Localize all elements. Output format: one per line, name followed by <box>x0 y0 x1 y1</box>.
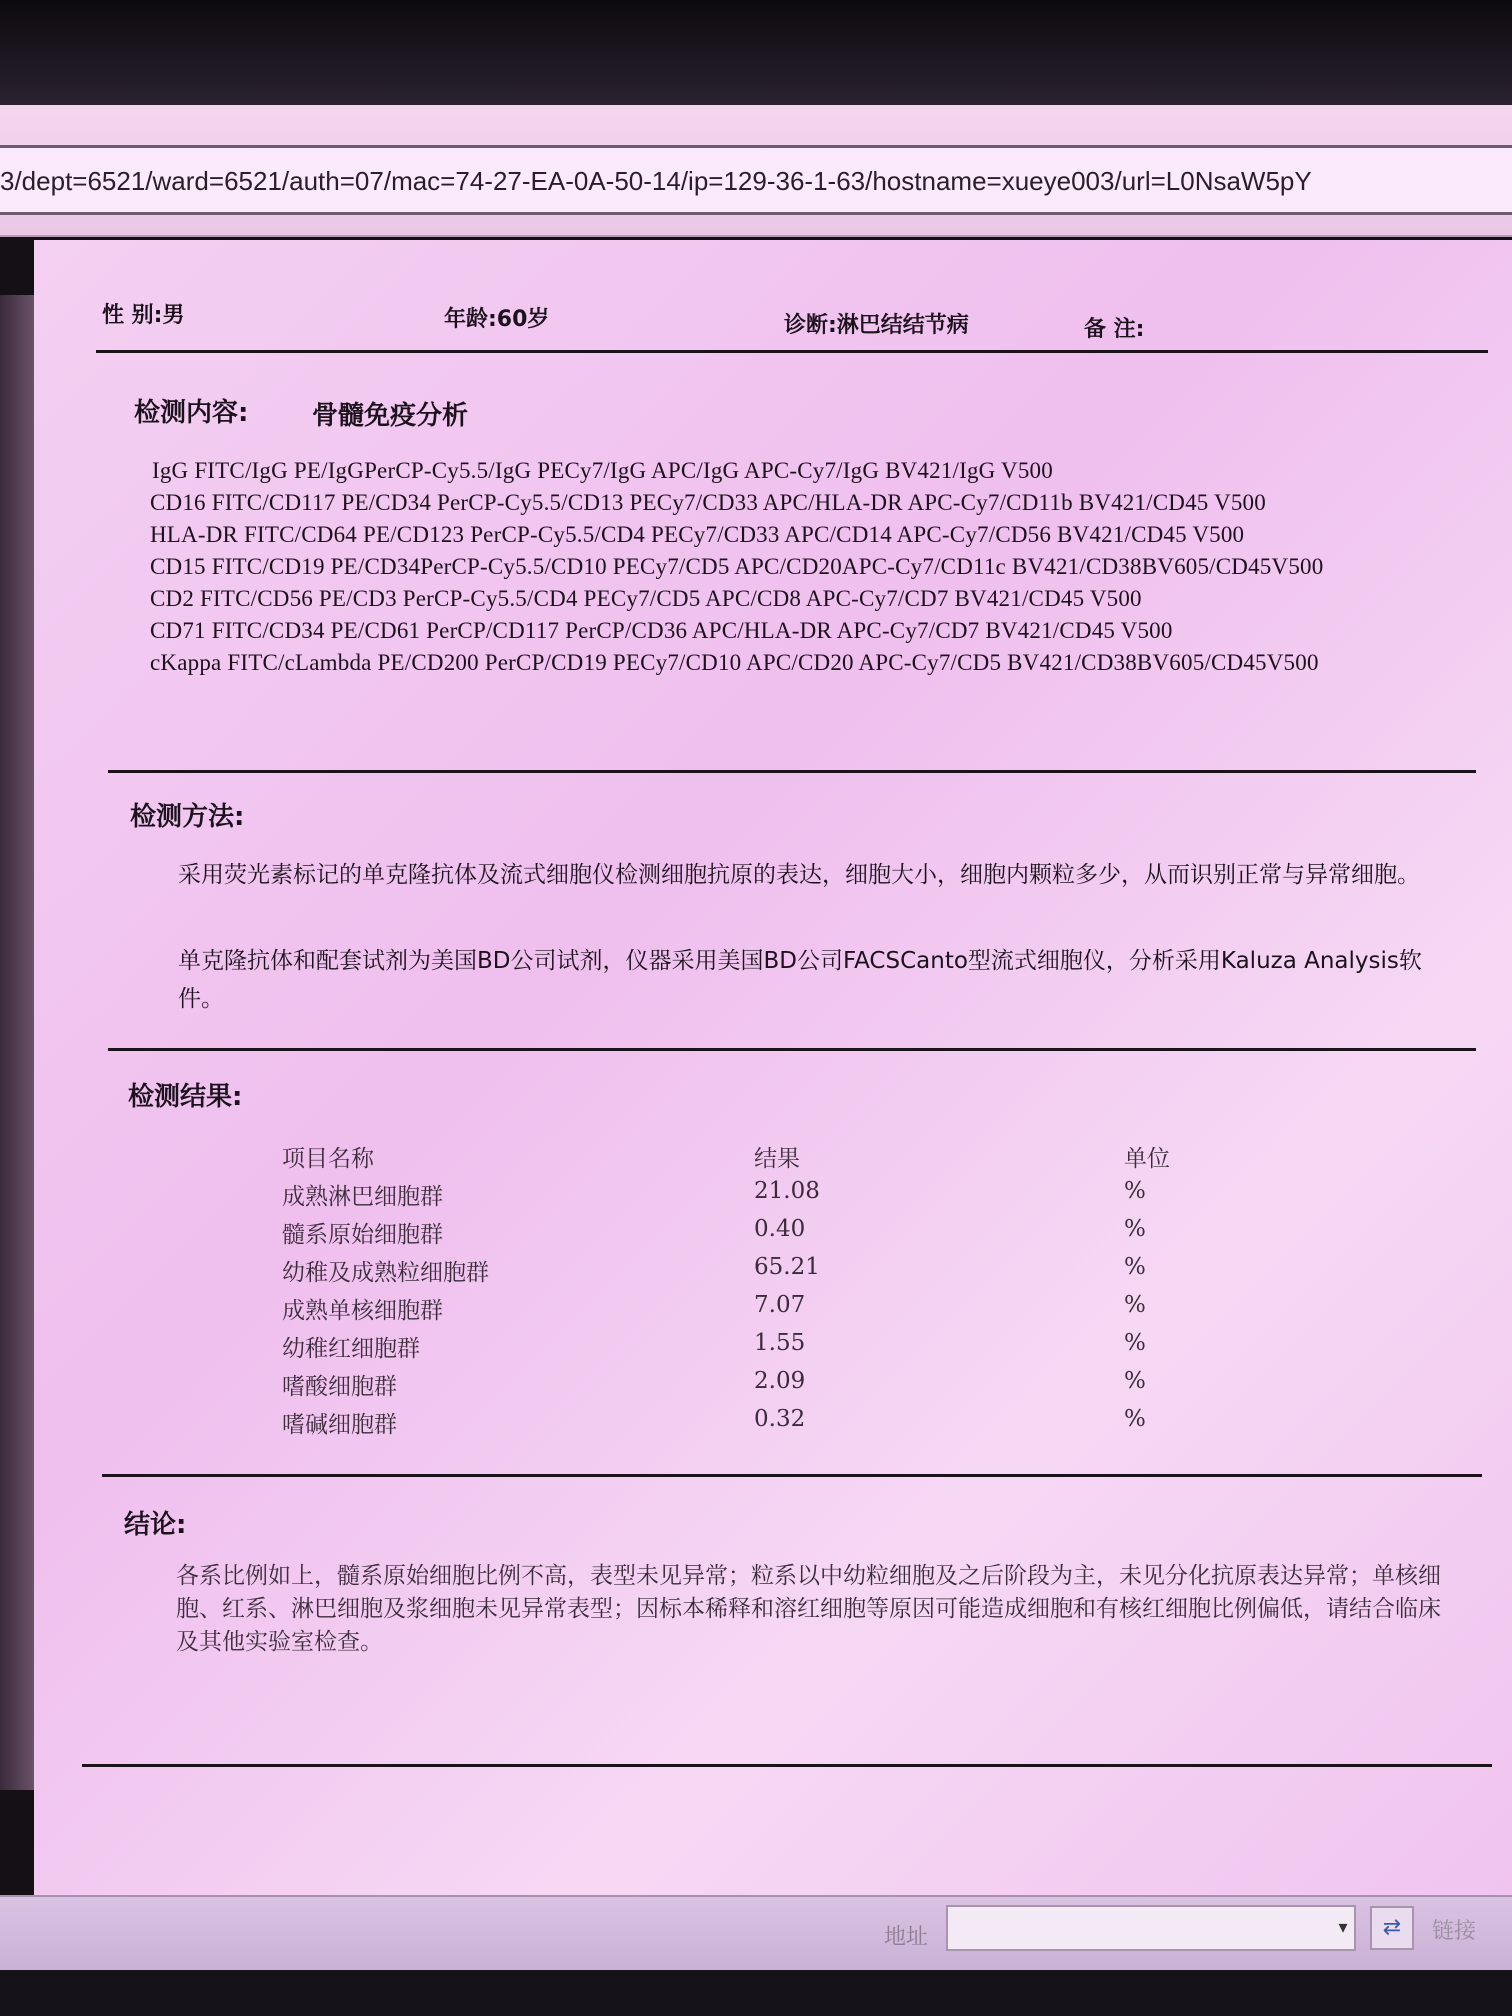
method-paragraph-1: 采用荧光素标记的单克隆抗体及流式细胞仪检测细胞抗原的表达，细胞大小，细胞内颗粒多少，从而识别正常与异常细胞。 <box>178 862 1420 888</box>
result-unit: % <box>1124 1216 1146 1242</box>
result-name: 嗜酸细胞群 <box>282 1374 397 1400</box>
result-value: 7.07 <box>754 1292 806 1318</box>
address-input[interactable] <box>946 1905 1356 1951</box>
url-bar[interactable] <box>0 145 1512 215</box>
panel-line: CD16 FITC/CD117 PE/CD34 PerCP-Cy5.5/CD13 PECy7/CD33 APC/HLA-DR APC-Cy7/CD11b BV421/CD45 V500 <box>150 490 1266 515</box>
divider <box>108 770 1476 773</box>
column-header-name: 项目名称 <box>282 1146 374 1172</box>
remarks-field: 备 注: <box>1084 317 1145 342</box>
result-unit: % <box>1124 1254 1146 1280</box>
result-name: 成熟单核细胞群 <box>282 1298 443 1324</box>
divider <box>108 1048 1476 1051</box>
method-label: 检测方法: <box>130 802 245 832</box>
conclusion-text: 各系比例如上，髓系原始细胞比例不高，表型未见异常；粒系以中幼粒细胞及之后阶段为主，未见分化抗原表达异常；单核细胞、红系、淋巴细胞及浆细胞未见异常表型；因标本稀释和溶红细胞等原因可能造成细胞和有核红细胞比例偏低，请结合临床及其他实验室检查。 <box>176 1563 1441 1655</box>
column-header-unit: 单位 <box>1124 1146 1170 1172</box>
panel-line: CD2 FITC/CD56 PE/CD3 PerCP-Cy5.5/CD4 PECy7/CD5 APC/CD8 APC-Cy7/CD7 BV421/CD45 V500 <box>150 586 1142 611</box>
test-content-label: 检测内容: <box>134 398 249 428</box>
result-value: 2.09 <box>754 1368 806 1394</box>
conclusion-label: 结论: <box>124 1510 187 1540</box>
divider <box>96 350 1488 353</box>
links-button[interactable]: 链接 <box>1432 1919 1477 1944</box>
monitor-bezel-bottom <box>0 1970 1512 2016</box>
gender-field: 性 别:男 <box>102 303 185 328</box>
panel-line: CD15 FITC/CD19 PE/CD34PerCP-Cy5.5/CD10 PECy7/CD5 APC/CD20APC-Cy7/CD11c BV421/CD38BV605/CD45V500 <box>150 554 1324 579</box>
column-header-result: 结果 <box>754 1146 800 1172</box>
result-unit: % <box>1124 1330 1146 1356</box>
result-name: 嗜碱细胞群 <box>282 1412 397 1438</box>
panel-line: HLA-DR FITC/CD64 PE/CD123 PerCP-Cy5.5/CD4 PECy7/CD33 APC/CD14 APC-Cy7/CD56 BV421/CD45 V500 <box>150 522 1245 547</box>
result-value: 21.08 <box>754 1178 820 1204</box>
result-name: 幼稚及成熟粒细胞群 <box>282 1260 489 1286</box>
results-label: 检测结果: <box>128 1082 243 1112</box>
divider <box>82 1764 1492 1767</box>
result-value: 1.55 <box>754 1330 806 1356</box>
age-field: 年龄:60岁 <box>444 307 550 332</box>
result-value: 65.21 <box>754 1254 820 1280</box>
report-page <box>34 240 1512 1900</box>
url-text: 3/dept=6521/ward=6521/auth=07/mac=74-27-EA-0A-50-14/ip=129-36-1-63/hostname=xueye003/url=L0NsaW5pY <box>0 166 1312 196</box>
panel-line: cKappa FITC/cLambda PE/CD200 PerCP/CD19 PECy7/CD10 APC/CD20 APC-Cy7/CD5 BV421/CD38BV605/CD45V500 <box>150 650 1319 675</box>
monitor-bezel-top <box>0 0 1512 105</box>
method-paragraph-2: 单克隆抗体和配套试剂为美国BD公司试剂，仪器采用美国BD公司FACSCanto型流式细胞仪，分析采用Kaluza Analysis软件。 <box>178 948 1422 1012</box>
chevron-down-icon[interactable]: ▾ <box>1338 1917 1348 1938</box>
result-name: 成熟淋巴细胞群 <box>282 1184 443 1210</box>
panel-line: CD71 FITC/CD34 PE/CD61 PerCP/CD117 PerCP/CD36 APC/HLA-DR APC-Cy7/CD7 BV421/CD45 V500 <box>150 618 1173 643</box>
result-unit: % <box>1124 1368 1146 1394</box>
result-unit: % <box>1124 1178 1146 1204</box>
test-content-value: 骨髓免疫分析 <box>312 401 469 431</box>
result-value: 0.32 <box>754 1406 806 1432</box>
result-unit: % <box>1124 1406 1146 1432</box>
panel-line: IgG FITC/IgG PE/IgGPerCP-Cy5.5/IgG PECy7/IgG APC/IgG APC-Cy7/IgG BV421/IgG V500 <box>152 458 1053 483</box>
diagnosis-field: 诊断:淋巴结结节病 <box>784 313 969 338</box>
divider <box>102 1474 1482 1477</box>
result-unit: % <box>1124 1292 1146 1318</box>
result-name: 幼稚红细胞群 <box>282 1336 420 1362</box>
result-value: 0.40 <box>754 1216 806 1242</box>
go-arrow-icon[interactable]: ⇄ <box>1370 1906 1414 1950</box>
result-name: 髓系原始细胞群 <box>282 1222 443 1248</box>
address-label: 地址 <box>884 1925 929 1950</box>
left-window-edge <box>0 295 34 1790</box>
